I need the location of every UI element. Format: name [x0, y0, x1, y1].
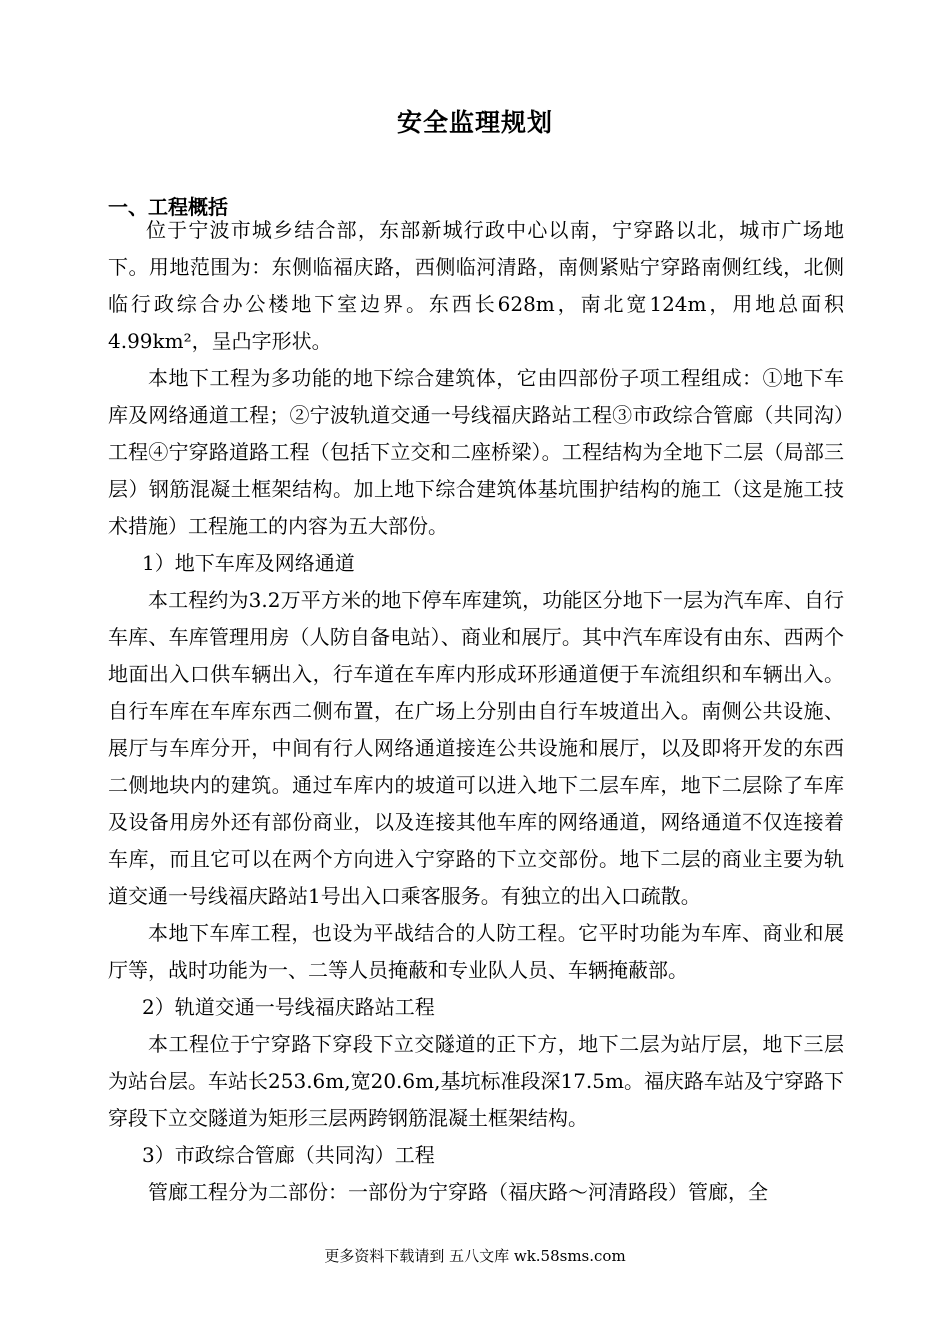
paragraph-garage: 本工程约为3.2万平方米的地下停车库建筑，功能区分地下一层为汽车库、自行车库、车库管理用房（人防自备电站）、商业和展厅。其中汽车库设有由东、西两个地面出入口供车辆出入，行车道在车库内形成环形通道便于车流组织和车辆出入。自行车库在车库东西二侧布置，在广场上分别由自行车坡道出入。南侧公共设施、展厅与车库分开，中间有行人网络通道接连公共设施和展厅，以及即将开发的东西二侧地块内的建筑。通过车库内的坡道可以进入地下二层车库，地下二层除了车库及设备用房外还有部份商业，以及连接其他车库的网络通道，网络通道不仅连接着车库，而且它可以在两个方向进入宁穿路的下立交部份。地下二层的商业主要为轨道交通一号线福庆路站1号出入口乘客服务。有独立的出入口疏散。 [108, 588, 844, 908]
subsection-heading-metro-station: 2）轨道交通一号线福庆路站工程 [142, 995, 435, 1019]
page-footer: 更多资料下载请到 五八文库 wk.58sms.com [324, 1247, 626, 1265]
subsection-heading-utility-tunnel: 3）市政综合管廊（共同沟）工程 [142, 1143, 435, 1167]
paragraph-location: 位于宁波市城乡结合部，东部新城行政中心以南，宁穿路以北，城市广场地下。用地范围为：东侧临福庆路，西侧临河清路，南侧紧贴宁穿路南侧红线，北侧临行政综合办公楼地下室边界。东西长628m，南北宽124m，用地总面积4.99km²，呈凸字形状。 [108, 218, 844, 353]
paragraph-overview: 本地下工程为多功能的地下综合建筑体，它由四部份子项工程组成：①地下车库及网络通道工程；②宁波轨道交通一号线福庆路站工程③市政综合管廊（共同沟）工程④宁穿路道路工程（包括下立交和二座桥梁）。工程结构为全地下二层（局部三层）钢筋混凝土框架结构。加上地下综合建筑体基坑围护结构的施工（这是施工技术措施）工程施工的内容为五大部份。 [108, 366, 844, 538]
paragraph-utility-tunnel: 管廊工程分为二部份：一部份为宁穿路（福庆路～河清路段）管廊，全 [148, 1180, 768, 1204]
subsection-heading-garage: 1）地下车库及网络通道 [142, 551, 355, 575]
document-body [108, 212, 844, 1211]
section-heading: 一、工程概括 [108, 195, 228, 219]
document-title: 安全监理规划 [396, 108, 553, 137]
paragraph-civil-defense: 本地下车库工程，也设为平战结合的人防工程。它平时功能为车库、商业和展厅等，战时功能为一、二等人员掩蔽和专业队人员、车辆掩蔽部。 [108, 921, 844, 982]
paragraph-metro-station: 本工程位于宁穿路下穿段下立交隧道的正下方，地下二层为站厅层，地下三层为站台层。车站长253.6m,宽20.6m,基坑标准段深17.5m。福庆路车站及宁穿路下穿段下立交隧道为矩形三层两跨钢筋混凝土框架结构。 [108, 1032, 844, 1130]
